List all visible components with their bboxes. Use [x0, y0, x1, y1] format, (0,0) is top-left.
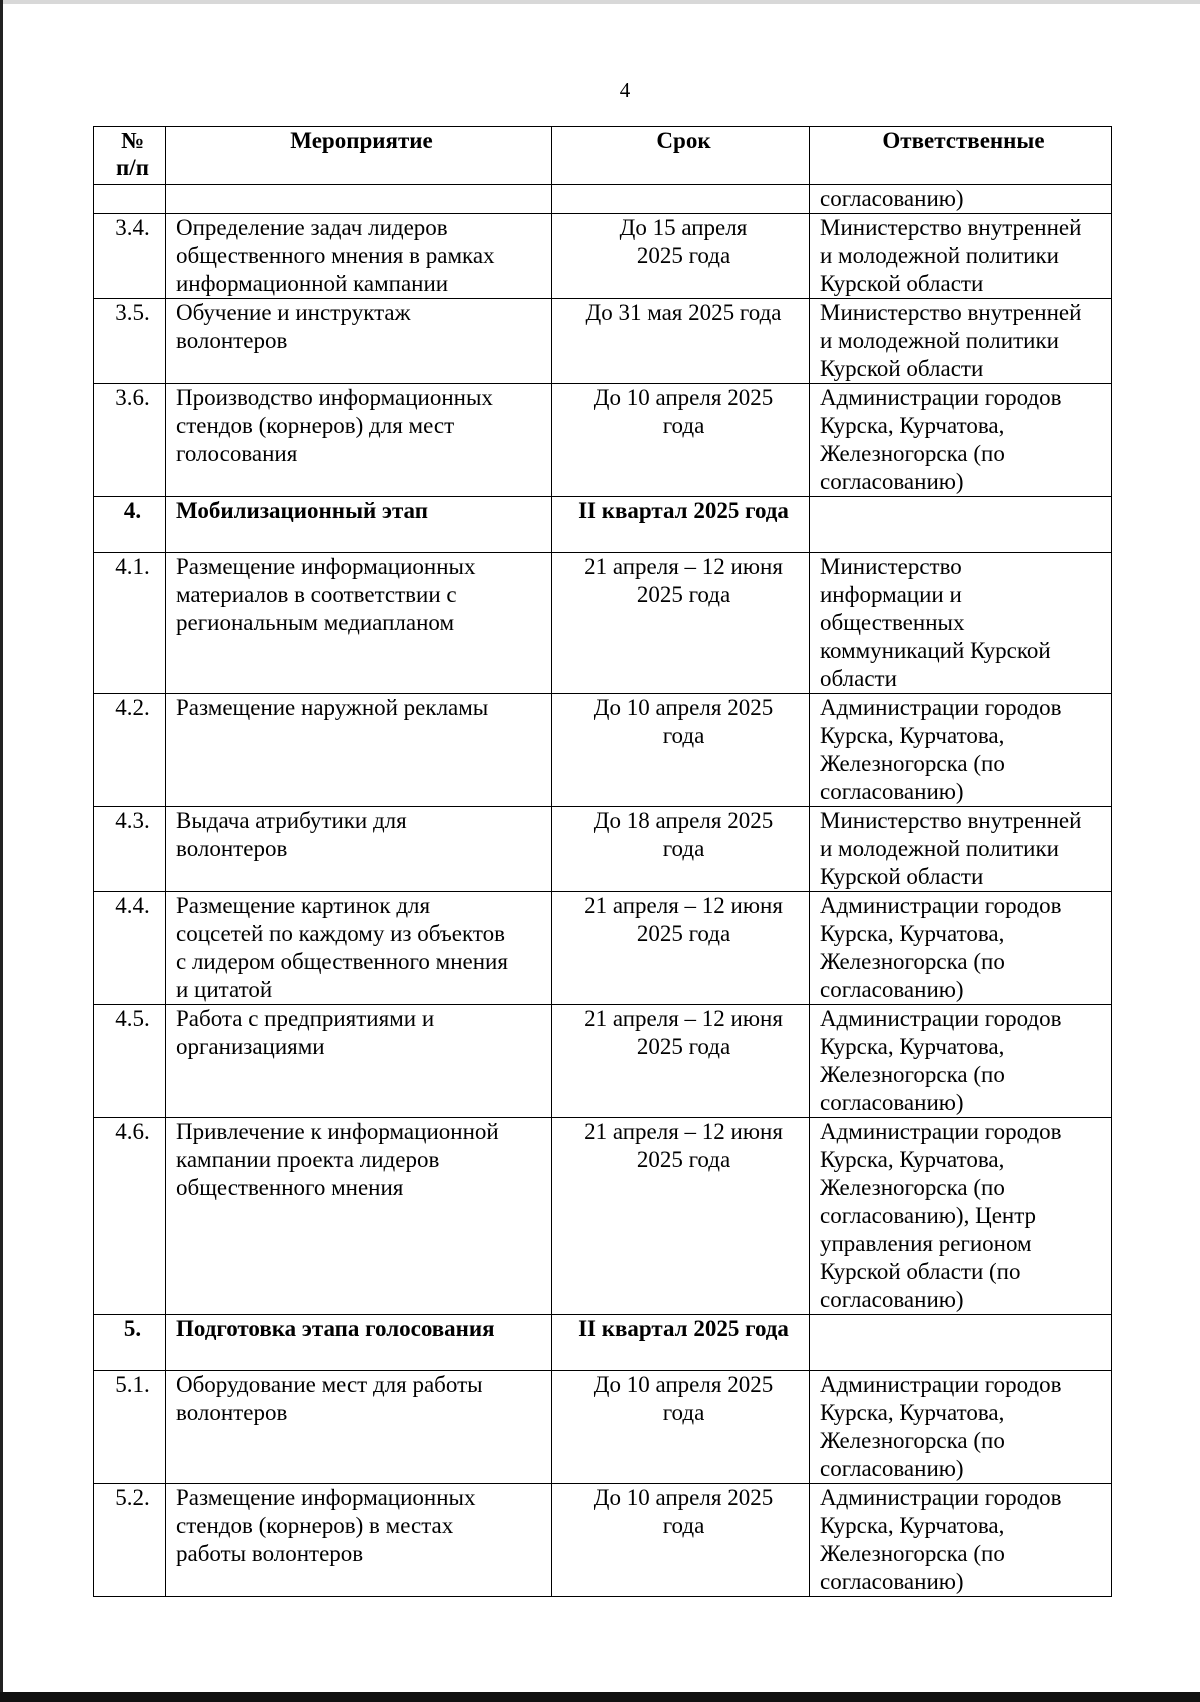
- cell-term: До 10 апреля 2025 года: [552, 384, 810, 497]
- cell-term: До 31 мая 2025 года: [552, 299, 810, 384]
- event-plan-table: [93, 126, 1112, 1597]
- cell-num: 4.: [94, 497, 166, 553]
- header-term: Срок: [552, 127, 810, 185]
- table-body: [94, 185, 1112, 1597]
- cell-event: Размещение картинок для соцсетей по каждому из объектов с лидером общественного мнения и цитатой: [166, 892, 552, 1005]
- cell-responsible: Администрации городов Курска, Курчатова, Железногорска (по согласованию): [810, 694, 1112, 807]
- cell-responsible: Администрации городов Курска, Курчатова, Железногорска (по согласованию), Центр управления регионом Курской области (по согласованию): [810, 1118, 1112, 1315]
- table-row: [94, 694, 1112, 807]
- cell-num: 4.3.: [94, 807, 166, 892]
- cell-num: 3.4.: [94, 214, 166, 299]
- cell-responsible: Министерство внутренней и молодежной политики Курской области: [810, 214, 1112, 299]
- header-event: Мероприятие: [166, 127, 552, 185]
- cell-event: Выдача атрибутики для волонтеров: [166, 807, 552, 892]
- cell-responsible: Администрации городов Курска, Курчатова, Железногорска (по согласованию): [810, 1484, 1112, 1597]
- cell-event: Оборудование мест для работы волонтеров: [166, 1371, 552, 1484]
- cell-responsible: Администрации городов Курска, Курчатова, Железногорска (по согласованию): [810, 1371, 1112, 1484]
- cell-term: До 10 апреля 2025 года: [552, 1371, 810, 1484]
- cell-event: Мобилизационный этап: [166, 497, 552, 553]
- cell-responsible: Администрации городов Курска, Курчатова, Железногорска (по согласованию): [810, 892, 1112, 1005]
- cell-term: 21 апреля – 12 июня 2025 года: [552, 1005, 810, 1118]
- cell-term: II квартал 2025 года: [552, 1315, 810, 1371]
- cell-event: Привлечение к информационной кампании проекта лидеров общественного мнения: [166, 1118, 552, 1315]
- cell-num: 5.2.: [94, 1484, 166, 1597]
- table-row: [94, 1484, 1112, 1597]
- cell-term: 21 апреля – 12 июня 2025 года: [552, 553, 810, 694]
- table-row: [94, 553, 1112, 694]
- cell-num: 5.1.: [94, 1371, 166, 1484]
- scan-edge-bottom: [0, 1692, 1200, 1702]
- stage-row: [94, 1315, 1112, 1371]
- cell-term: До 15 апреля 2025 года: [552, 214, 810, 299]
- cell-responsible: Министерство информации и общественных коммуникаций Курской области: [810, 553, 1112, 694]
- cell-event: Определение задач лидеров общественного мнения в рамках информационной кампании: [166, 214, 552, 299]
- table-row: [94, 1005, 1112, 1118]
- table-row: [94, 807, 1112, 892]
- table-row: [94, 892, 1112, 1005]
- table-row: [94, 384, 1112, 497]
- cell-responsible: Администрации городов Курска, Курчатова, Железногорска (по согласованию): [810, 1005, 1112, 1118]
- stage-row: [94, 497, 1112, 553]
- cell-responsible: Администрации городов Курска, Курчатова, Железногорска (по согласованию): [810, 384, 1112, 497]
- cell-term: 21 апреля – 12 июня 2025 года: [552, 1118, 810, 1315]
- cell-num: 4.2.: [94, 694, 166, 807]
- cell-num: 4.6.: [94, 1118, 166, 1315]
- cell-responsible: Министерство внутренней и молодежной политики Курской области: [810, 299, 1112, 384]
- cell-event: Размещение наружной рекламы: [166, 694, 552, 807]
- cell-num: 4.4.: [94, 892, 166, 1005]
- cell-event: Производство информационных стендов (корнеров) для мест голосования: [166, 384, 552, 497]
- cell-event: Подготовка этапа голосования: [166, 1315, 552, 1371]
- cell-event: Обучение и инструктаж волонтеров: [166, 299, 552, 384]
- cell-term: 21 апреля – 12 июня 2025 года: [552, 892, 810, 1005]
- cell-responsible: согласованию): [810, 185, 1112, 214]
- page-number: 4: [619, 78, 631, 102]
- cell-event: Работа с предприятиями и организациями: [166, 1005, 552, 1118]
- scan-edge-left: [0, 0, 3, 1702]
- table-row: [94, 299, 1112, 384]
- cell-responsible: [810, 1315, 1112, 1371]
- cell-term: До 10 апреля 2025 года: [552, 1484, 810, 1597]
- cell-term: До 18 апреля 2025 года: [552, 807, 810, 892]
- cell-event: [166, 185, 552, 214]
- cell-responsible: [810, 497, 1112, 553]
- cell-num: 4.1.: [94, 553, 166, 694]
- table-row: [94, 214, 1112, 299]
- cell-term: II квартал 2025 года: [552, 497, 810, 553]
- cell-num: 3.5.: [94, 299, 166, 384]
- cell-event: Размещение информационных стендов (корнеров) в местах работы волонтеров: [166, 1484, 552, 1597]
- cell-num: [94, 185, 166, 214]
- cell-num: 5.: [94, 1315, 166, 1371]
- cell-num: 4.5.: [94, 1005, 166, 1118]
- cell-num: 3.6.: [94, 384, 166, 497]
- cell-event: Размещение информационных материалов в соответствии с региональным медиапланом: [166, 553, 552, 694]
- table-row: [94, 185, 1112, 214]
- scan-edge-top: [0, 0, 1200, 4]
- table-row: [94, 1371, 1112, 1484]
- cell-responsible: Министерство внутренней и молодежной политики Курской области: [810, 807, 1112, 892]
- cell-term: [552, 185, 810, 214]
- header-num: № п/п: [94, 127, 166, 185]
- table-row: [94, 1118, 1112, 1315]
- table-header-row: [94, 127, 1112, 185]
- cell-term: До 10 апреля 2025 года: [552, 694, 810, 807]
- header-responsible: Ответственные: [810, 127, 1112, 185]
